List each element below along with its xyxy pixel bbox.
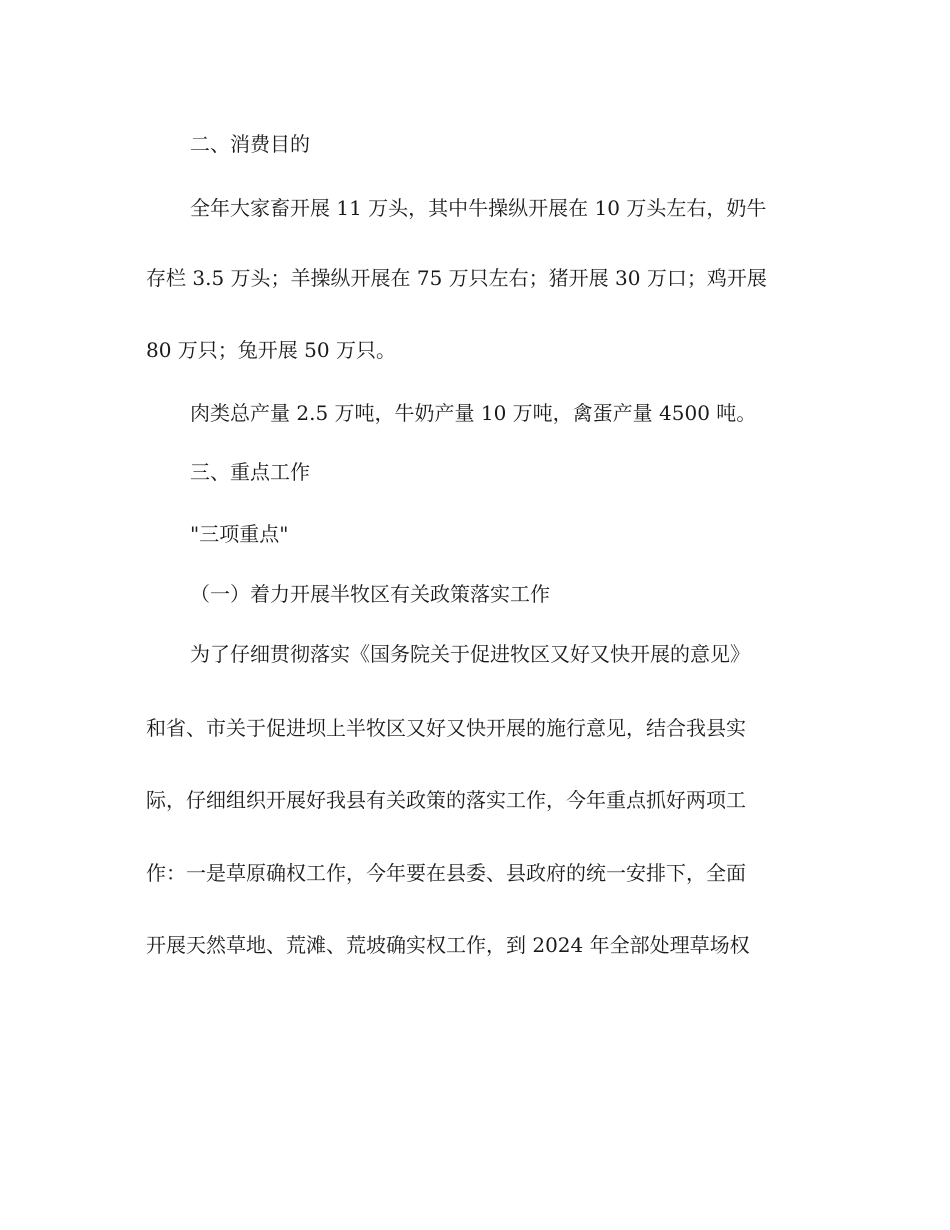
paragraph-line: 80 万只；兔开展 50 万只。 bbox=[146, 338, 396, 362]
paragraph-line: 存栏 3.5 万头；羊操纵开展在 75 万只左右；猪开展 30 万口；鸡开展 bbox=[146, 266, 767, 290]
subheading-item-1: （一）着力开展半牧区有关政策落实工作 bbox=[190, 582, 550, 606]
paragraph-line: 全年大家畜开展 11 万头，其中牛操纵开展在 10 万头左右，奶牛 bbox=[190, 196, 767, 220]
paragraph-line: 为了仔细贯彻落实《国务院关于促进牧区又好又快开展的意见》 bbox=[190, 642, 750, 666]
paragraph-line: 和省、市关于促进坝上半牧区又好又快开展的施行意见，结合我县实 bbox=[146, 716, 746, 740]
paragraph-line: 开展天然草地、荒滩、荒坡确实权工作，到 2024 年全部处理草场权 bbox=[146, 933, 750, 957]
paragraph-line: 肉类总产量 2.5 万吨，牛奶产量 10 万吨，禽蛋产量 4500 吨。 bbox=[190, 401, 757, 425]
section-heading-key-work: 三、重点工作 bbox=[190, 460, 310, 484]
subheading-three-priorities: "三项重点" bbox=[190, 522, 289, 546]
paragraph-line: 际，仔细组织开展好我县有关政策的落实工作，今年重点抓好两项工 bbox=[146, 788, 746, 812]
paragraph-line: 作：一是草原确权工作，今年要在县委、县政府的统一安排下，全面 bbox=[146, 861, 746, 885]
section-heading-goals: 二、消费目的 bbox=[190, 132, 310, 156]
